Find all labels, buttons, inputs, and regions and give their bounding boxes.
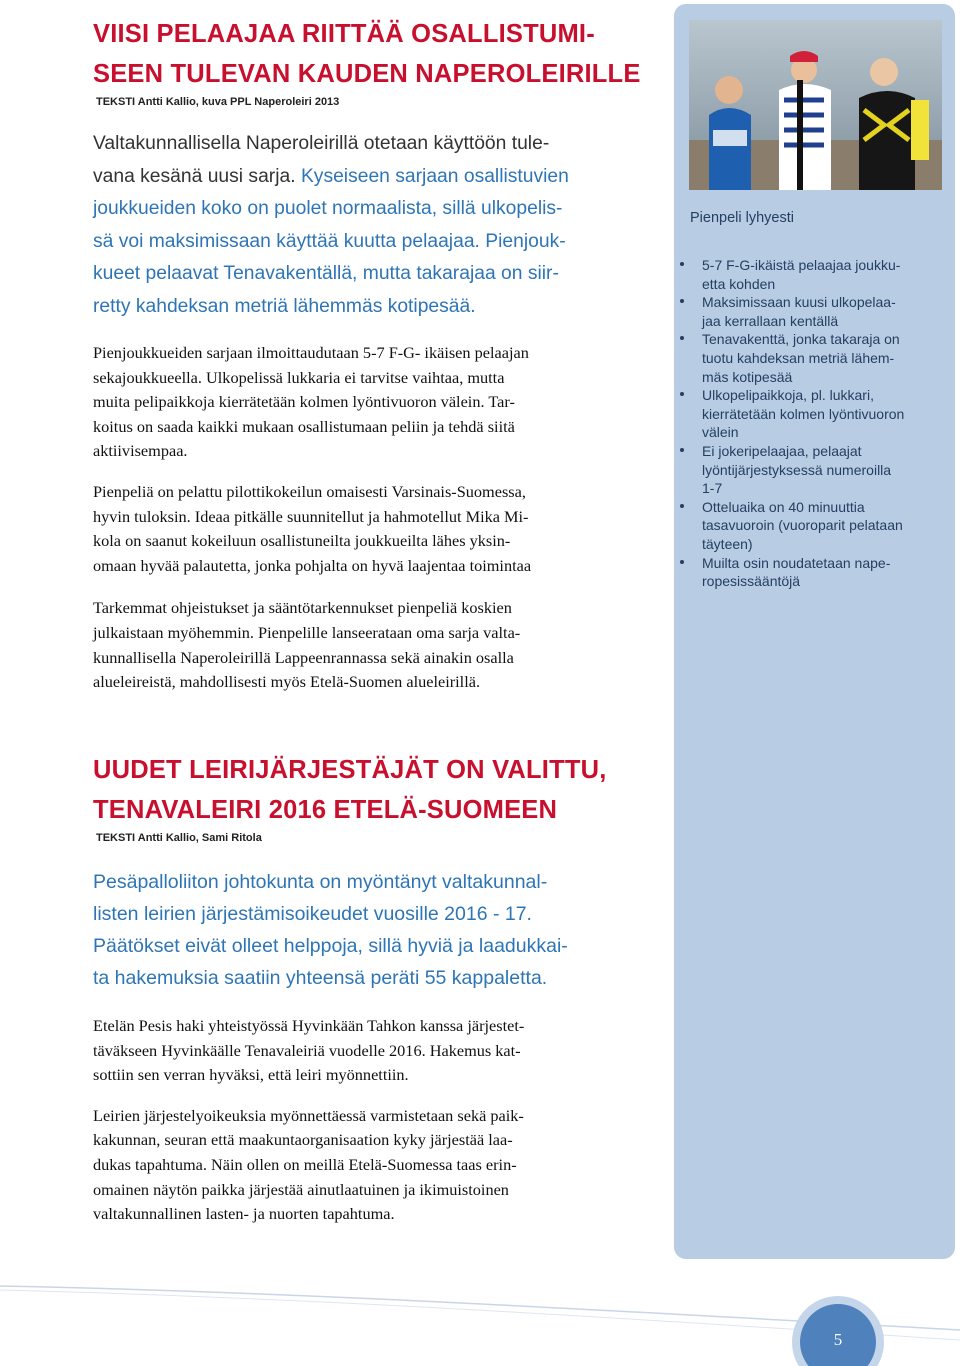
article-2-title	[93, 750, 653, 830]
body-line: muita pelipaikkoja kierrätetään kolmen lyöntivuoron välein. Tar-	[93, 392, 515, 412]
article-1-paragraph-2	[93, 480, 653, 578]
article-2-lead	[93, 866, 653, 994]
page-number: 5	[833, 1330, 843, 1349]
body-line: julkaistaan myöhemmin. Pienpelille lanseerataan oma sarja valta-	[93, 622, 521, 642]
body-line: sottiin sen verran hyväksi, että leiri myönnettiin.	[93, 1065, 409, 1085]
body-line: Pienpeliä on pelattu pilottikokeilun omaisesti Varsinais-Suomessa,	[93, 481, 526, 501]
body-line: koitus on saada kaikki mukaan osallistumaan peliin ja tehdä siitä	[93, 416, 515, 436]
sidebar-title: Pienpeli lyhyesti	[690, 210, 794, 226]
bullet-icon	[680, 299, 684, 303]
body-line: omainen näytön paikka järjestää ainutlaatuinen ja ikimuistoinen	[93, 1179, 509, 1199]
body-line: kunnallisella Naperoleirillä Lappeenrannassa sekä ainakin osalla	[93, 647, 514, 667]
sidebar-list-item: Ei jokeripelaajaa, pelaajat lyöntijärjestyksessä numeroilla 1-7	[680, 442, 942, 498]
article-2-title-line: TENAVALEIRI 2016 ETELÄ-SUOMEEN	[93, 796, 558, 824]
lead-line: Valtakunnallisella Naperoleirillä otetaan käyttöön tule-	[93, 133, 550, 154]
lead-line: sä voi maksimissaan käyttää kuutta pelaajaa. Pienjouk-	[93, 230, 566, 252]
sidebar-list-item: Otteluaika on 40 minuuttia tasavuoroin (vuoroparit pelataan täyteen)	[680, 498, 942, 554]
lead-line: listen leirien järjestämisoikeudet vuosille 2016 - 17.	[93, 903, 532, 925]
sidebar-list-item: Tenavakenttä, jonka takaraja on tuotu kahdeksan metriä lähem- mäs kotipesää	[680, 330, 942, 386]
article-1-title-line: VIISI PELAAJAA RIITTÄÄ OSALLISTUMI-	[93, 20, 595, 48]
bullet-icon	[680, 392, 684, 396]
article-1-lead	[93, 128, 653, 323]
body-line: sekajoukkueella. Ulkopelissä lukkaria ei tarvitse vaihtaa, mutta	[93, 367, 505, 387]
lead-line: joukkueiden koko on puolet normaalista, sillä ulkopelis-	[93, 198, 563, 219]
sidebar-list-item: Maksimissaan kuusi ulkopelaa- jaa kerrallaan kentällä	[680, 293, 942, 330]
body-line: kola on saanut kokeiluun osallistuneilta joukkueilta lähes yksin-	[93, 531, 511, 551]
players-photo-illustration	[689, 20, 942, 190]
sidebar-list-item: Muilta osin noudatetaan nape- ropesissääntöjä	[680, 554, 942, 591]
body-line: Etelän Pesis haki yhteistyössä Hyvinkään Tahkon kanssa järjestet-	[93, 1016, 525, 1035]
lead-line: retty kahdeksan metriä lähemmäs kotipesää.	[93, 295, 476, 317]
body-line: kakunnan, seuran että maakuntaorganisaation kyky järjestää laa-	[93, 1130, 513, 1150]
sidebar-list-item: Ulkopelipaikkoja, pl. lukkari, kierrätetään kolmen lyöntivuoron välein	[680, 386, 942, 442]
bullet-icon	[680, 262, 684, 266]
article-2-byline: TEKSTI Antti Kallio, Sami Ritola	[96, 832, 262, 844]
article-2-paragraph-2	[93, 1104, 653, 1227]
article-2-paragraph-1	[93, 1014, 653, 1088]
article-2-title-line: UUDET LEIRIJÄRJESTÄJÄT ON VALITTU,	[93, 756, 607, 784]
article-1-title-line: SEEN TULEVAN KAUDEN NAPEROLEIRILLE	[93, 60, 641, 88]
lead-line: vana kesänä uusi sarja. Kyseiseen sarjaan osallistuvien	[93, 165, 569, 187]
body-line: alueleireistä, mahdollisesti myös Etelä-Suomen alueleirillä.	[93, 672, 481, 692]
body-line: aktiivisempaa.	[93, 441, 188, 461]
article-1-paragraph-1	[93, 341, 653, 464]
body-line: omaan hyvää palautetta, jonka pohjalta on hyvä laajentaa toimintaa	[93, 555, 532, 575]
body-line: täväkseen Hyvinkäälle Tenavaleiriä vuodelle 2016. Hakemus kat-	[93, 1040, 521, 1060]
players-photo	[689, 20, 942, 190]
body-line: valtakunnallinen lasten- ja nuorten tapahtuma.	[93, 1204, 395, 1224]
sidebar-list	[680, 256, 942, 591]
body-line: Tarkemmat ohjeistukset ja sääntötarkennukset pienpeliä koskien	[93, 598, 512, 618]
lead-line: Päätökset eivät olleet helppoja, sillä hyviä ja laadukkai-	[93, 935, 568, 957]
article-1-paragraph-3	[93, 596, 653, 694]
article-1-title	[93, 14, 653, 94]
footer-decoration	[0, 1270, 960, 1366]
body-line: Leirien järjestelyoikeuksia myönnettäessä varmistetaan sekä paik-	[93, 1105, 524, 1125]
bullet-icon	[680, 448, 684, 452]
bullet-icon	[680, 560, 684, 564]
bullet-icon	[680, 504, 684, 508]
lead-line: kueet pelaavat Tenavakentällä, mutta takarajaa on siir-	[93, 263, 559, 284]
article-1-byline: TEKSTI Antti Kallio, kuva PPL Naperoleiri 2013	[96, 96, 340, 108]
lead-line: Pesäpalloliiton johtokunta on myöntänyt valtakunnal-	[93, 871, 548, 893]
lead-line: ta hakemuksia saatiin yhteensä peräti 55 kappaletta.	[93, 967, 548, 989]
body-line: hyvin tuloksin. Ideaa pitkälle suunnitellut ja hahmotellut Mika Mi-	[93, 506, 529, 526]
article-1	[93, 14, 653, 695]
sidebar-box	[674, 4, 955, 1259]
body-line: Pienjoukkueiden sarjaan ilmoittaudutaan 5-7 F-G- ikäisen pelaajan	[93, 343, 529, 362]
article-2	[93, 750, 653, 1227]
body-line: dukas tapahtuma. Näin ollen on meillä Etelä-Suomessa taas erin-	[93, 1154, 517, 1174]
sidebar-list-item: 5-7 F-G-ikäistä pelaajaa joukku- etta kohden	[680, 256, 942, 293]
bullet-icon	[680, 336, 684, 340]
